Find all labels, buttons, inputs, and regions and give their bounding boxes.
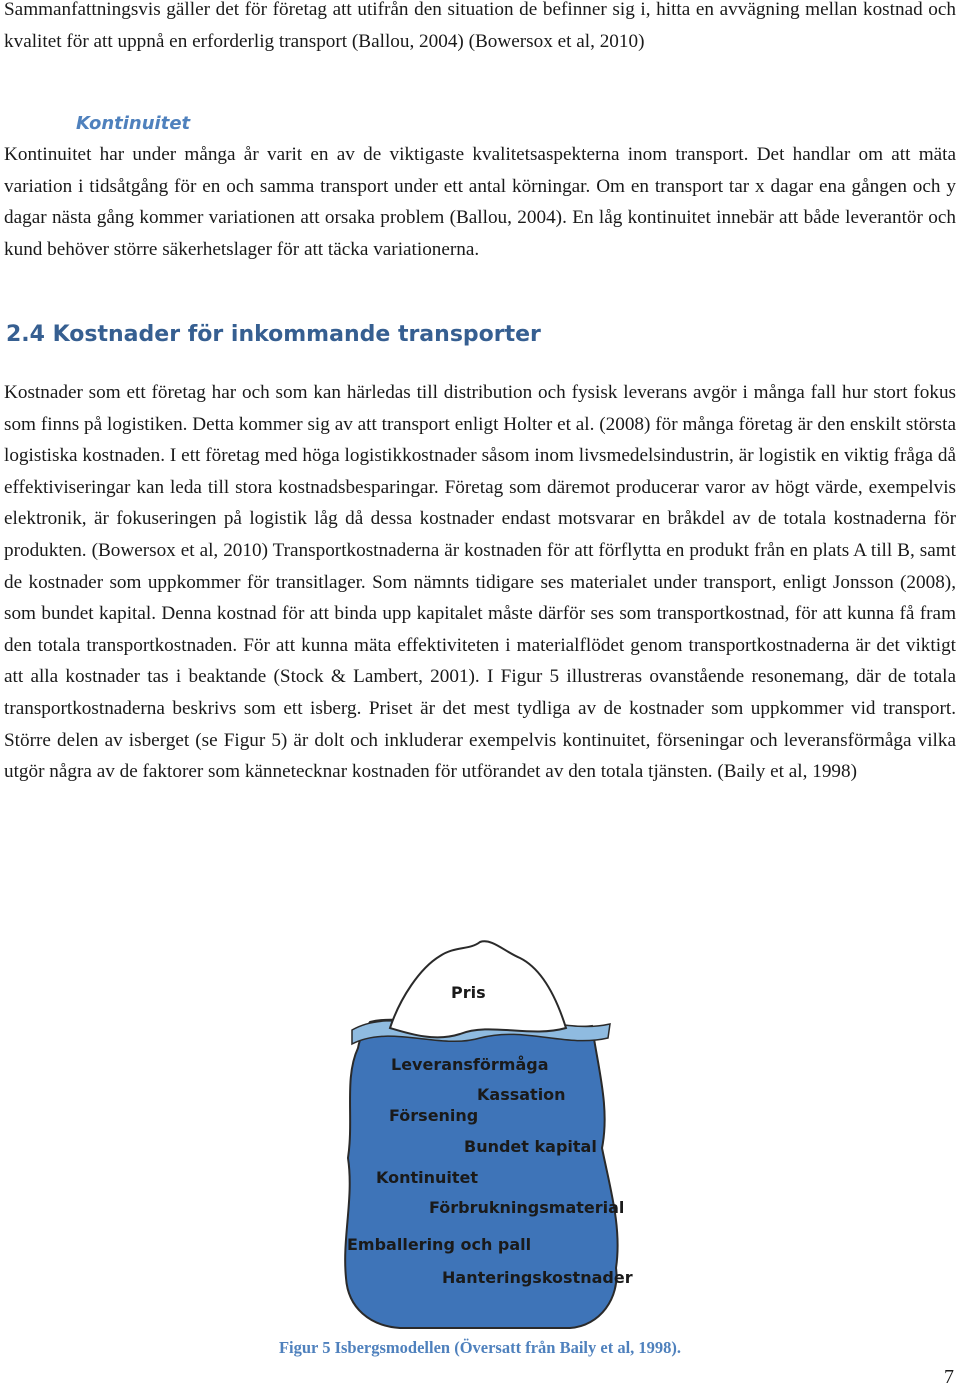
label-kassation: Kassation [477, 1085, 566, 1104]
continuity-paragraph: Kontinuitet har under många år varit en av de viktigaste kvalitetsaspekterna inom transport. Det handlar om att mäta variation i tidsåtgång för en och samma transport under ett antal körningar. Om en transport tar x dagar ena gången och y dagar nästa gång kommer variationen att orsaka problem (Ballou, 2004). En låg kontinuitet innebär att både leverantör och kund behöver större säkerhetslager för att täcka variationerna. [4, 144, 956, 260]
intro-paragraph: Sammanfattningsvis gäller det för företag att utifrån den situation de befinner sig i, hitta en avvägning mellan kostnad och kvalitet för att uppnå en erforderlig transport (Ballou, 2004) (Bowersox et al, 2010) [4, 0, 956, 52]
label-hanteringskostnader: Hanteringskostnader [442, 1268, 633, 1287]
subsection-title-kontinuitet: Kontinuitet [76, 113, 191, 134]
cost-paragraph: Kostnader som ett företag har och som kan härledas till distribution och fysisk leverans avgör i många fall hur stort fokus som finns på logistiken. Detta kommer sig av att transport enligt Holter et al. (2008) för många företag är den enskilt största logistiska kostnaden. I ett företag med höga logistikkostnader såsom inom livsmedelsindustrin, är logistik en viktig fråga då effektiviseringar kan leda till stora kostnadsbesparingar. Företag som däremot producerar varor av högt värde, exempelvis elektronik, är fokuseringen på logistik låg då dessa kostnader endast motsvarar en bråkdel av de totala kostnaderna för produkten. (Bowersox et al, 2010) Transportkostnaderna är kostnaden för att förflytta en produkt från en plats A till B, samt de kostnader som uppkommer för transitlager. Som nämnts tidigare ses materialet under transport, enligt Jonsson (2008), som bundet kapital. Denna kostnad för att binda upp kapitalet måste därför ses som transportkostnad, för att kunna få fram den totala transportkostnaden. För att kunna mäta effektiviteten i materialflödet genom transportkostnaderna är det viktigt att alla kostnader tas i beaktande (Stock & Lambert, 2001). I Figur 5 illustreras ovanstående resonemang, där de totala transportkostnaderna beskrivs som ett isberg. Priset är det mest tydliga av de kostnader som uppkommer vid transport. Större delen av isberget (se Figur 5) är dolt och inkluderar exempelvis kontinuitet, förseningar och leveransförmåga vilka utgör några av de faktorer som kännetecknar kostnaden för utförandet av den totala tjänsten. (Baily et al, 1998) [4, 382, 956, 783]
label-emballering: Emballering och pall [347, 1235, 532, 1254]
figure-caption: Figur 5 Isbergsmodellen (Översatt från Baily et al, 1998). [278, 1338, 682, 1357]
page-number: 7 [944, 1366, 954, 1388]
label-leveransformaga: Leveransförmåga [391, 1055, 549, 1074]
label-pris: Pris [451, 983, 486, 1002]
label-forbrukningsmaterial: Förbrukningsmaterial [429, 1198, 625, 1217]
label-forsening: Försening [389, 1106, 479, 1125]
label-kontinuitet: Kontinuitet [376, 1168, 479, 1187]
iceberg-figure [330, 938, 633, 1330]
section-title: 2.4 Kostnader för inkommande transporter [6, 322, 541, 347]
label-bundet-kapital: Bundet kapital [464, 1137, 597, 1156]
